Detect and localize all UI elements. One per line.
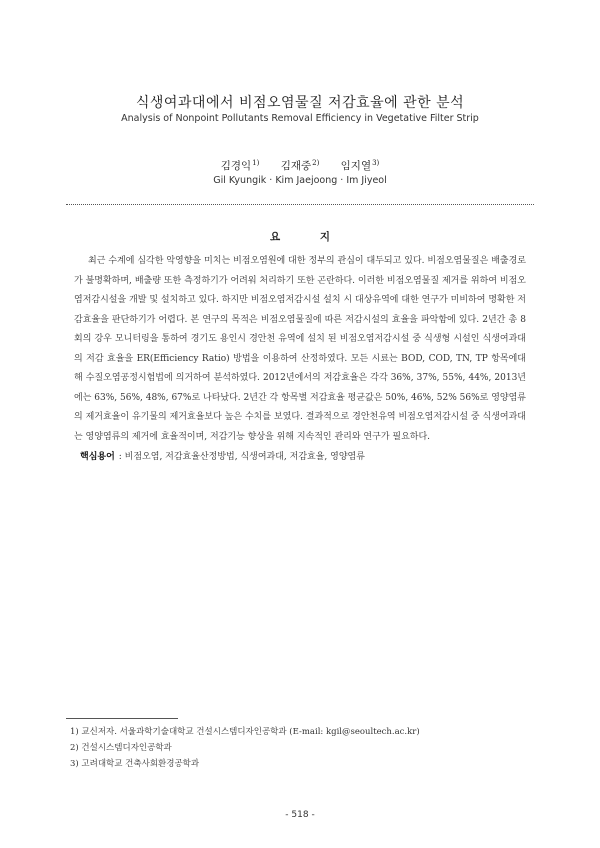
author-name: 김경익 bbox=[220, 160, 252, 172]
author-affiliation-mark: 3) bbox=[372, 159, 380, 167]
footnotes bbox=[70, 724, 420, 772]
paper-title-english: Analysis of Nonpoint Pollutants Removal Efficiency in Vegetative Filter Strip bbox=[121, 113, 479, 124]
footnote-3: 3) 고려대학교 건축사회환경공학과 bbox=[70, 759, 200, 769]
footnote-1: 1) 교신저자. 서울과학기술대학교 건설시스템디자인공학과 (E-mail: kgil@seoultech.ac.kr) bbox=[70, 727, 420, 737]
author-list-english: Gil Kyungik · Kim Jaejoong · Im Jiyeol bbox=[213, 175, 387, 186]
keywords bbox=[80, 449, 365, 462]
author-list-korean bbox=[0, 158, 600, 173]
author-2 bbox=[281, 160, 320, 172]
author-affiliation-mark: 2) bbox=[312, 159, 320, 167]
author-name: 김재중 bbox=[280, 160, 312, 172]
abstract-body bbox=[74, 252, 526, 447]
paper-title-korean: 식생여과대에서 비점오염물질 저감효율에 관한 분석 bbox=[135, 95, 465, 111]
keywords-text: : 비점오염, 저감효율산정방법, 식생여과대, 저감효율, 영양염류 bbox=[118, 452, 365, 462]
author-affiliation-mark: 1) bbox=[252, 159, 260, 167]
keywords-label: 핵심용어 bbox=[80, 452, 115, 462]
footnote-divider bbox=[66, 718, 178, 719]
author-name: 임지열 bbox=[340, 160, 372, 172]
footnote-2: 2) 건설시스템디자인공학과 bbox=[70, 743, 172, 753]
abstract-paragraph: 최근 수계에 심각한 악영향을 미치는 비점오염원에 대한 정부의 관심이 대두되고 있다. 비점오염물질은 배출경로가 불명확하며, 배출량 또한 측정하기가 어려워 처리하기 또한 곤란하다. 이러한 비점오염물질 제거를 위하여 비점오염저감시설을 개발 및 설치하고 있다. 하지만 비점오염저감시설 설치 시 대상유역에 대한 연구가 미비하여 명확한 저감효율을 판단하기가 어렵다. 본 연구의 목적은 비점오염물질에 따른 저감시설의 효율을 파악함에 있다. 2년간 총 8회의 강우 모니터링을 통하여 경기도 용인시 경안천 유역에 설치 된 비점오염저감시설 중 식생형 시설인 식생여과대의 저감 효율을 ER(Efficiency Ratio) 방법을 이용하여 산정하였다. 모든 시료는 BOD, COD, TN, TP 항목에대해 수질오염공정시험법에 의거하여 분석하였다. 2012년에서의 저감효율은 각각 36%, 37%, 55%, 44%, 2013년에는 63%, 56%, 48%, 67%로 나타났다. 2년간 각 항목별 저감효율 평균값은 50%, 46%, 52% 56%로 영양염류의 제거효율이 유기물의 제거효율보다 높은 수치를 보였다. 결과적으로 경안천유역 비점오염저감시설 중 식생여과대는 영양염류의 제거에 효율적이며, 저감기능 향상을 위해 지속적인 관리와 연구가 필요하다. bbox=[74, 256, 526, 442]
header-divider bbox=[66, 204, 534, 205]
abstract-heading: 요 지 bbox=[270, 231, 348, 243]
page-number: - 518 - bbox=[285, 810, 315, 820]
author-1 bbox=[221, 160, 260, 172]
author-3 bbox=[341, 160, 380, 172]
